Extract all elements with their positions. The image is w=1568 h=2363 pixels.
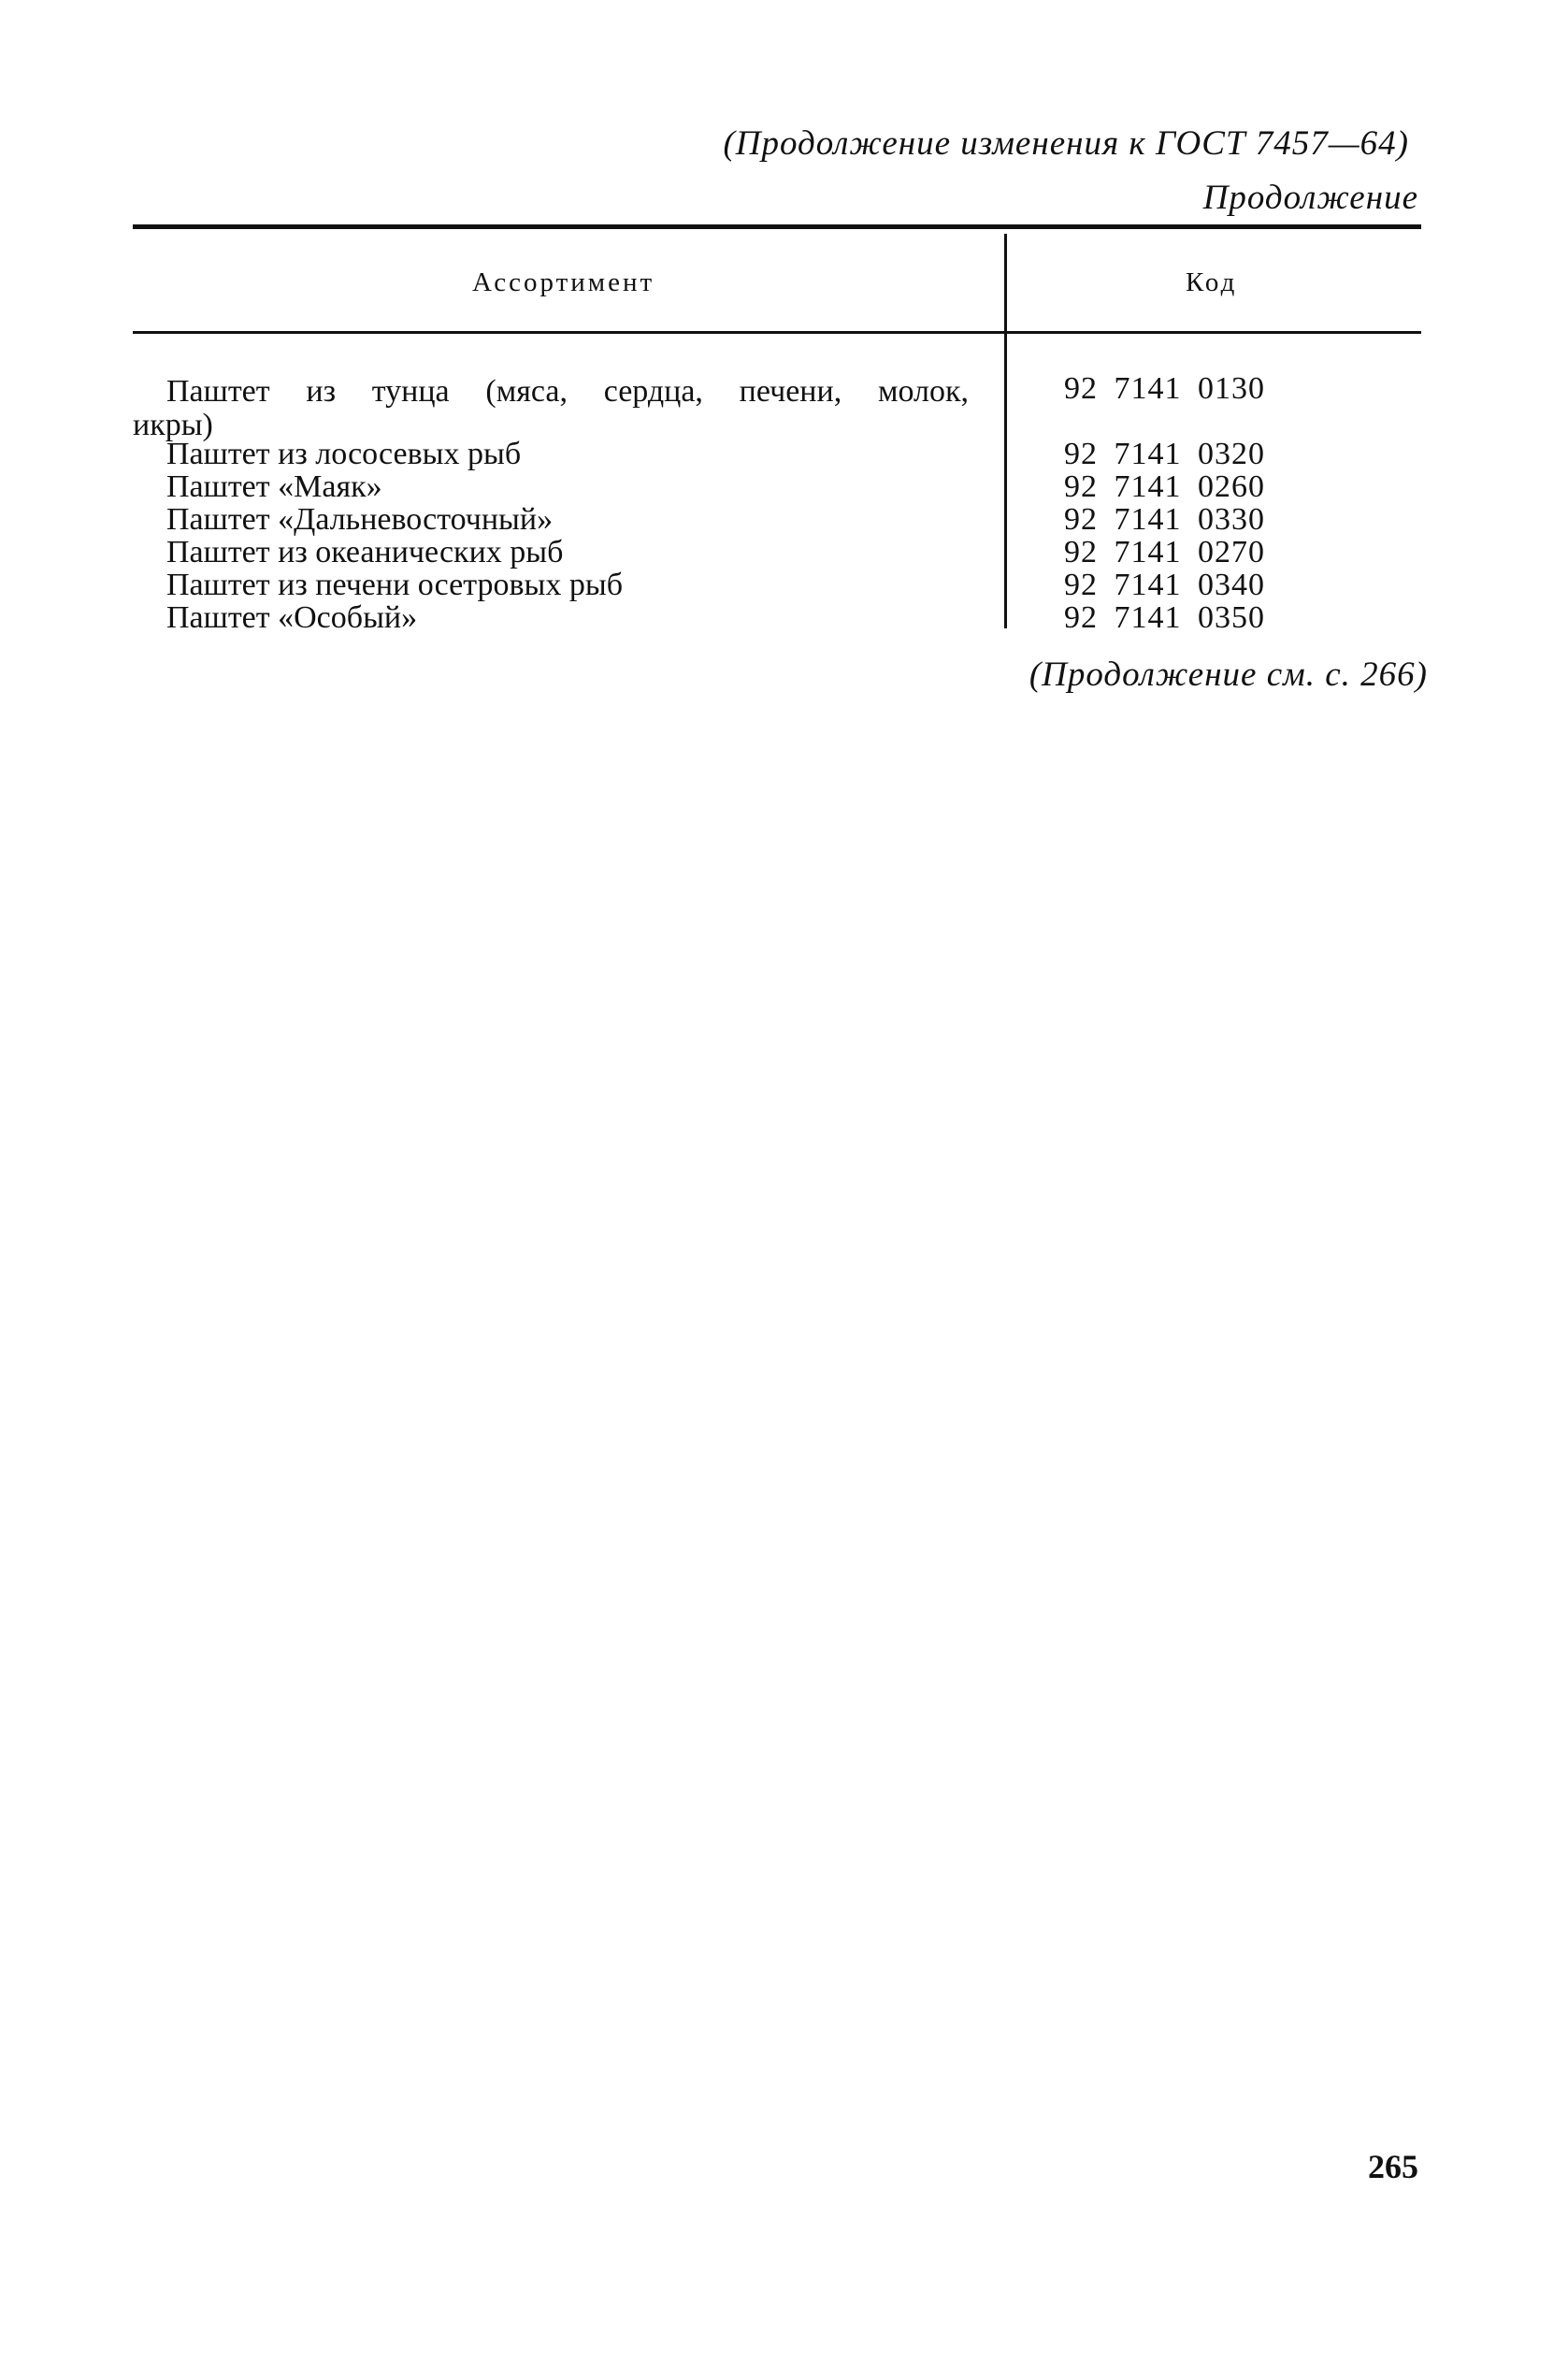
continued-on-note: (Продолжение см. с. 266) — [1029, 656, 1428, 694]
table-row-code: 92 7141 0130 — [1064, 371, 1265, 406]
page-number: 265 — [1368, 2148, 1418, 2185]
column-header-assortment: Ассортимент — [472, 267, 655, 297]
column-header-code: Код — [1186, 267, 1238, 297]
table-row-name: Паштет из тунца (мяса, сердца, печени, молок, — [166, 374, 969, 409]
table-row-name: Паштет «Особый» — [166, 600, 418, 635]
table-row-name: Паштет из печени осетровых рыб — [166, 568, 624, 602]
table-row-name: Паштет «Дальневосточный» — [166, 502, 554, 537]
table-row-code: 92 7141 0260 — [1064, 469, 1265, 504]
table-row-code: 92 7141 0270 — [1064, 535, 1265, 569]
table-row-code: 92 7141 0350 — [1064, 600, 1265, 635]
table-row-code: 92 7141 0340 — [1064, 568, 1265, 602]
table-top-rule — [133, 224, 1421, 229]
table-row-name: Паштет из лососевых рыб — [166, 437, 522, 471]
amendment-continuation-header: (Продолжение изменения к ГОСТ 7457—64) — [723, 124, 1409, 163]
column-divider — [1004, 234, 1007, 628]
table-row-code: 92 7141 0330 — [1064, 502, 1265, 537]
table-row-name: Паштет «Маяк» — [166, 469, 382, 504]
table-row-name: Паштет из океанических рыб — [166, 535, 564, 569]
table-continuation-label: Продолжение — [1202, 179, 1418, 217]
table-header-rule — [133, 331, 1421, 334]
table-row-name-continuation: икры) — [133, 408, 213, 442]
table-row-code: 92 7141 0320 — [1064, 437, 1265, 471]
